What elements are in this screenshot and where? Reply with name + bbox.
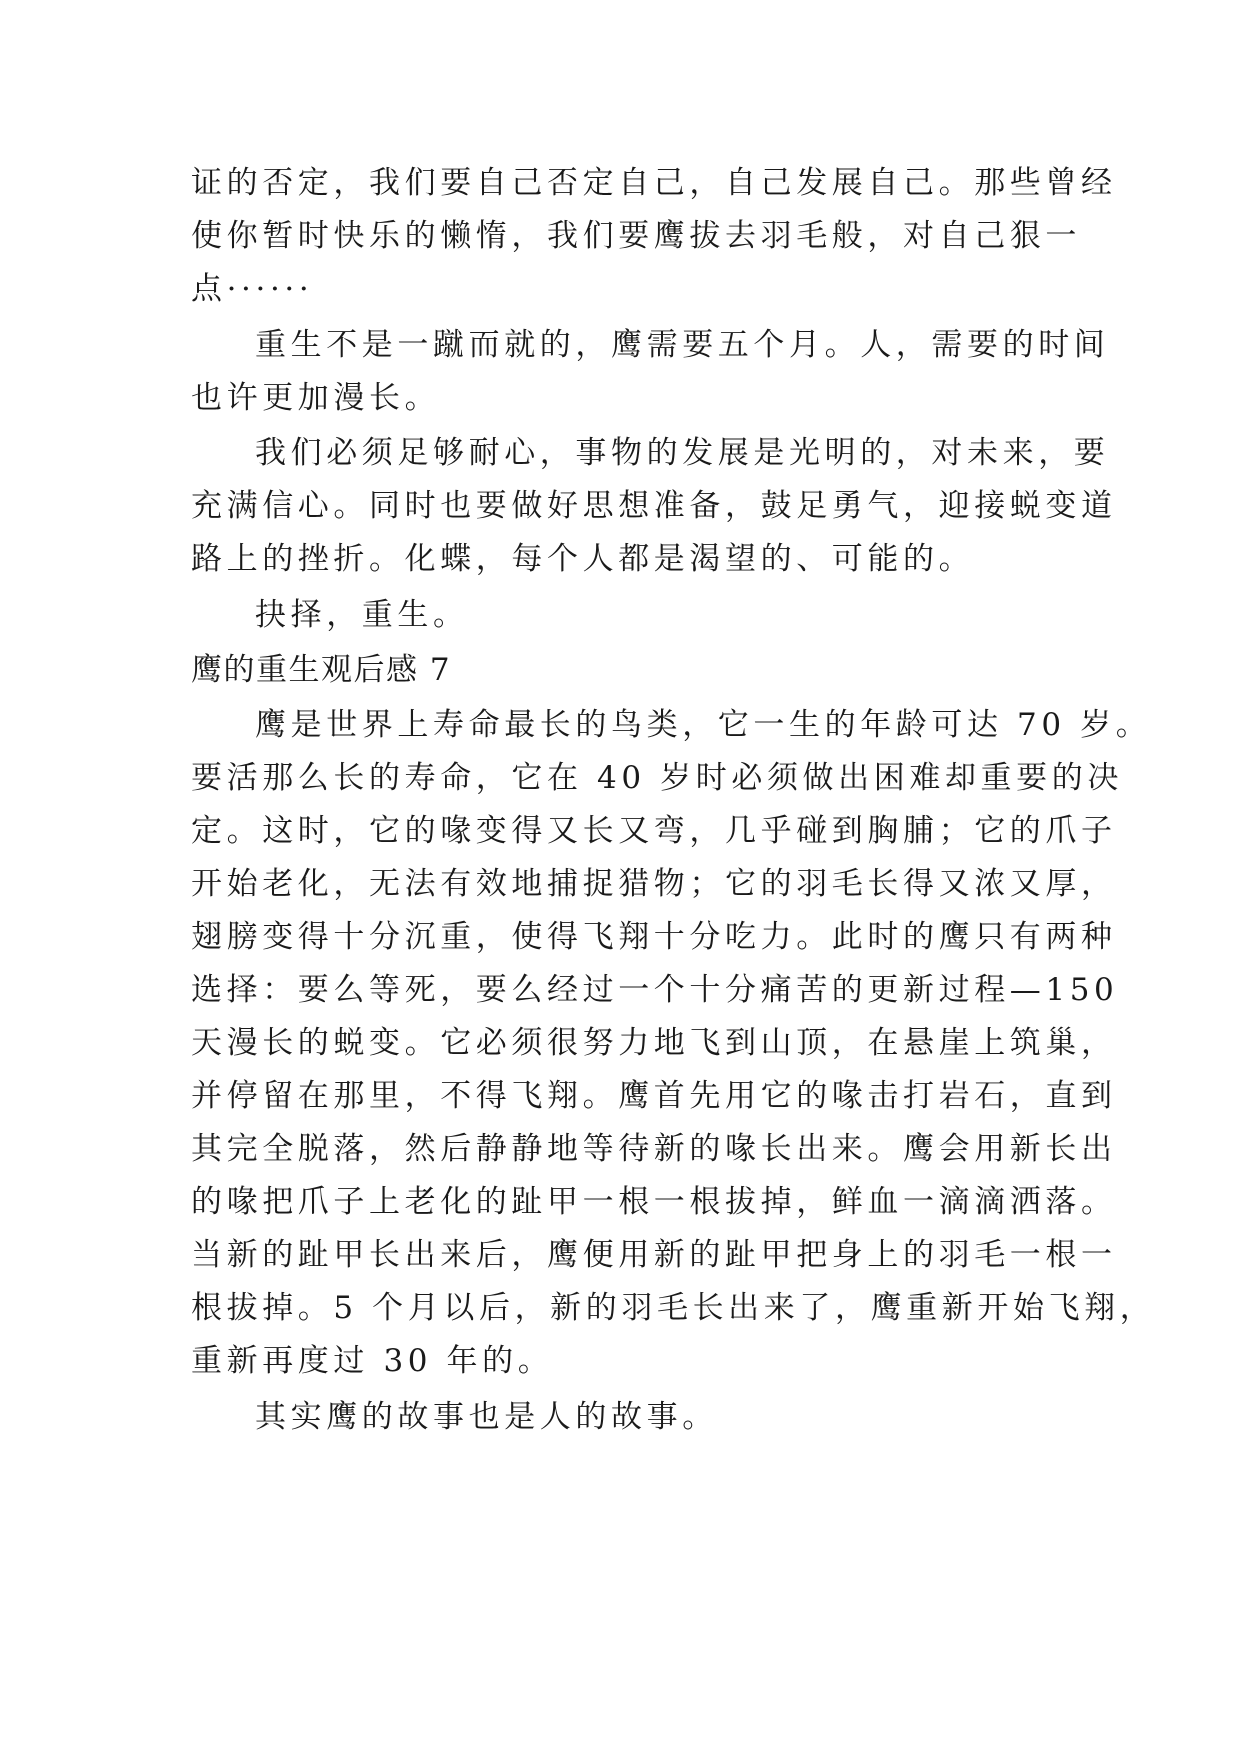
paragraph-line: 其实鹰的故事也是人的故事。 — [255, 1399, 718, 1435]
paragraph-line: 重生不是一蹴而就的，鹰需要五个月。人，需要的时间 — [255, 327, 1110, 363]
paragraph-line: 翅膀变得十分沉重，使得飞翔十分吃力。此时的鹰只有两种 — [191, 919, 1117, 955]
paragraph-line: 的喙把爪子上老化的趾甲一根一根拔掉，鲜血一滴滴洒落。 — [191, 1184, 1117, 1220]
paragraph-line: 鹰是世界上寿命最长的鸟类，它一生的年龄可达 70 岁。 — [255, 707, 1152, 743]
paragraph-line: 选择：要么等死，要么经过一个十分痛苦的更新过程—150 — [191, 972, 1119, 1008]
paragraph-line: 其完全脱落，然后静静地等待新的喙长出来。鹰会用新长出 — [191, 1131, 1117, 1167]
paragraph-line: 重新再度过 30 年的。 — [191, 1343, 554, 1379]
paragraph-line: 要活那么长的寿命，它在 40 岁时必须做出困难却重要的决 — [191, 760, 1123, 796]
paragraph-line: 点······ — [191, 271, 314, 307]
paragraph-line: 也许更加漫长。 — [191, 380, 441, 416]
section-heading: 鹰的重生观后感 7 — [191, 652, 452, 688]
paragraph-line: 我们必须足够耐心，事物的发展是光明的，对未来，要 — [255, 435, 1110, 471]
paragraph-line: 当新的趾甲长出来后，鹰便用新的趾甲把身上的羽毛一根一 — [191, 1237, 1117, 1273]
paragraph-line: 使你暂时快乐的懒惰，我们要鹰拔去羽毛般，对自己狠一 — [191, 218, 1081, 254]
paragraph-line: 并停留在那里，不得飞翔。鹰首先用它的喙击打岩石，直到 — [191, 1078, 1117, 1114]
paragraph-line: 开始老化，无法有效地捕捉猎物；它的羽毛长得又浓又厚， — [191, 866, 1117, 902]
paragraph-line: 天漫长的蜕变。它必须很努力地飞到山顶，在悬崖上筑巢， — [191, 1025, 1117, 1061]
paragraph-line: 抉择，重生。 — [255, 597, 469, 633]
paragraph-line: 充满信心。同时也要做好思想准备，鼓足勇气，迎接蜕变道 — [191, 488, 1117, 524]
paragraph-line: 路上的挫折。化蝶，每个人都是渴望的、可能的。 — [191, 541, 975, 577]
paragraph-line: 定。这时，它的喙变得又长又弯，几乎碰到胸脯；它的爪子 — [191, 813, 1117, 849]
paragraph-line: 证的否定，我们要自己否定自己，自己发展自己。那些曾经 — [191, 165, 1117, 201]
paragraph-line: 根拔掉。5 个月以后，新的羽毛长出来了，鹰重新开始飞翔， — [191, 1290, 1156, 1326]
